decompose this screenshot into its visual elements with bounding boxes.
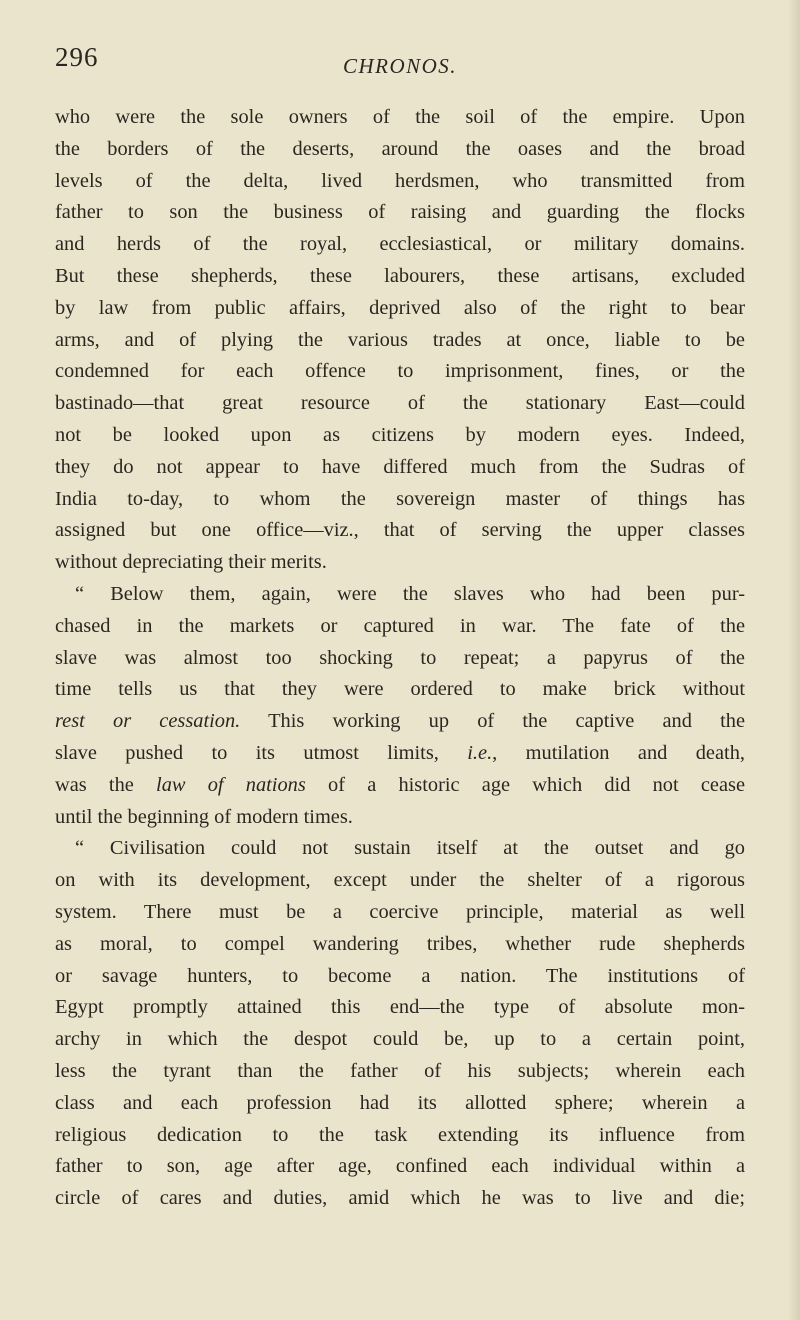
text-line: they do not appear to have differed much from the Sudras of — [55, 455, 745, 478]
text-fragment: This working up of the captive and the — [240, 710, 746, 733]
text-line: India to-day, to whom the sovereign master of things has — [55, 487, 745, 510]
text-line: arms, and of plying the various trades at once, liable to be — [55, 328, 745, 351]
text-line-with-italic — [55, 738, 745, 770]
text-line: levels of the delta, lived herdsmen, who transmitted from — [55, 169, 745, 192]
text-line: the borders of the deserts, around the oases and the broad — [55, 137, 745, 160]
text-line: But these shepherds, these labourers, these artisans, excluded — [55, 264, 745, 287]
text-line: time tells us that they were ordered to make brick without — [55, 678, 745, 701]
text-fragment: , mutilation and death, — [492, 741, 745, 764]
text-line: father to son the business of raising and guarding the flocks — [55, 201, 745, 224]
text-line: on with its development, except under the shelter of a rigorous — [55, 869, 745, 892]
running-title: CHRONOS. — [342, 54, 458, 78]
text-line: circle of cares and duties, amid which he was to live and die; — [55, 1187, 745, 1210]
text-line: not be looked upon as citizens by modern eyes. Indeed, — [55, 423, 745, 446]
paragraph-start-line: “ Below them, again, were the slaves who had been pur- — [75, 582, 745, 605]
text-fragment: was the — [55, 773, 157, 796]
page-edge-shadow — [788, 0, 800, 1320]
text-line: as moral, to compel wandering tribes, whether rude shepherds — [55, 932, 745, 955]
text-line: by law from public affairs, deprived also of the right to bear — [55, 296, 745, 319]
text-line: less the tyrant than the father of his subjects; wherein each — [55, 1059, 745, 1082]
text-line: who were the sole owners of the soil of the empire. Upon — [55, 106, 745, 128]
text-line: archy in which the despot could be, up to a certain point, — [55, 1028, 745, 1051]
text-line: condemned for each offence to imprisonment, fines, or the — [55, 360, 745, 383]
text-line: bastinado—that great resource of the stationary East—could — [55, 392, 745, 415]
text-line: system. There must be a coercive principle, material as well — [55, 900, 745, 923]
text-line: father to son, age after age, confined each individual within a — [55, 1155, 745, 1178]
italic-phrase: rest or cessation. — [55, 710, 241, 733]
text-line: slave was almost too shocking to repeat; a papyrus of the — [55, 646, 745, 669]
text-line: assigned but one office—viz., that of serving the upper classes — [55, 519, 745, 542]
text-line: Egypt promptly attained this end—the type of absolute mon- — [55, 996, 745, 1019]
text-line-with-italic — [55, 706, 745, 738]
text-line-with-italic — [55, 770, 745, 802]
italic-phrase: i.e. — [467, 741, 493, 764]
page-number: 296 — [55, 42, 99, 72]
text-line: class and each profession had its allotted sphere; wherein a — [55, 1091, 745, 1114]
text-line: or savage hunters, to become a nation. The institutions of — [55, 964, 745, 987]
paragraph-start-line: “ Civilisation could not sustain itself at the outset and go — [75, 837, 745, 860]
text-line: religious dedication to the task extending its influence from — [55, 1123, 745, 1146]
italic-phrase: law of nations — [156, 773, 306, 796]
body-text — [55, 102, 745, 1215]
text-line: chased in the markets or captured in war. The fate of the — [55, 614, 745, 637]
paragraph-end-line: until the beginning of modern times. — [55, 805, 353, 828]
text-fragment: of a historic age which did not cease — [305, 773, 745, 796]
text-fragment: slave pushed to its utmost limits, — [55, 741, 468, 764]
text-line: and herds of the royal, ecclesiastical, or military domains. — [55, 233, 745, 256]
paragraph-end-line: without depreciating their merits. — [55, 551, 327, 574]
